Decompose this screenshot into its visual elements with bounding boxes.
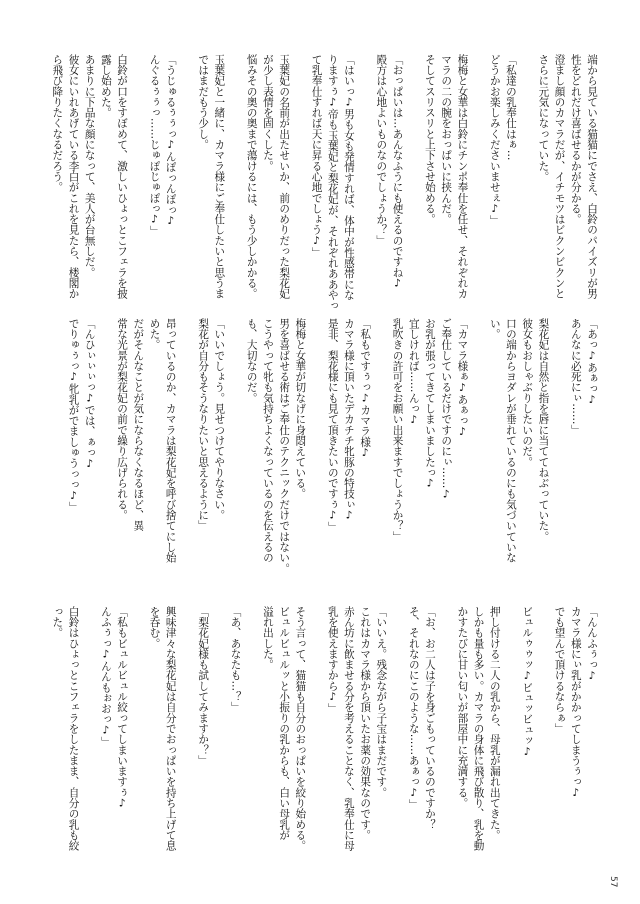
paragraph-gap — [357, 54, 373, 276]
paragraph-gap — [406, 54, 422, 276]
text-line: そ、それなのにこのような……あぁっ♪」 — [407, 606, 420, 810]
paragraph-gap — [244, 606, 260, 846]
text-line: しかも量も多い。カマラの身体に飛び散り、乳を動 — [472, 606, 485, 851]
text-line: これはカマラ様から頂いたお薬の効果なのです。 — [359, 606, 372, 841]
text-line: ビュルビュルッと小振りの乳からも、白い母乳が — [278, 606, 291, 841]
text-line: 「私達の乳奉仕はぁ… — [504, 54, 517, 161]
paragraph-gap — [82, 606, 98, 846]
page-number: 57 — [608, 876, 618, 888]
text-line: 「いいでしょう。見せつけてやりなさい。 — [213, 318, 226, 521]
text-line: ご奉仕しているだけですのにぃ……♪ — [440, 318, 453, 501]
text-line: 常な光景が梨花妃の前で繰り広げられる。 — [116, 318, 129, 521]
text-line: 「いいえ。残念ながら子宝はまだです。 — [375, 606, 388, 798]
paragraph-gap — [308, 318, 324, 564]
text-line: お乳が張ってきてしまいましたっ♪ — [423, 318, 436, 490]
text-line: 「んんふぅっ♪ — [586, 606, 598, 682]
text-line: 悩みその奥の奥まで蕩けるには、もう少しかかる。 — [245, 54, 258, 299]
paragraph-gap — [308, 606, 324, 846]
paragraph-gap — [98, 318, 114, 564]
text-band-top — [51, 54, 600, 311]
text-line: あんなに必死にぃ……」 — [569, 318, 582, 436]
paragraph-gap — [373, 318, 389, 564]
text-line: でも望んで頂けるならぁ」 — [553, 606, 566, 734]
text-line: ではまだもう少し。 — [197, 54, 210, 150]
text-band-bottom — [51, 606, 600, 851]
text-line: んふぅっ♪んんもぉおっ♪」 — [99, 606, 112, 748]
paragraph-gap — [503, 606, 519, 846]
text-line: 「はいっ♪男も女も発情すれば、体中が性感帯にな — [342, 54, 355, 301]
text-line: 「私もですぅっ♪カマラ様♪ — [359, 318, 372, 460]
text-line: どうかお楽しみくださいませぇ♪」 — [488, 54, 501, 226]
text-line: 押し付ける二人の乳から、母乳が漏れ出てきた。 — [488, 606, 501, 841]
text-line: カマラ様にぃ乳がかかってしまうぅっ♪ — [569, 606, 582, 800]
text-line: 「カマラ様ぁ♪あぁっ♪ — [456, 318, 469, 438]
paragraph-gap — [179, 606, 195, 846]
paragraph-gap — [470, 318, 486, 564]
text-line: 乳を使えますから♪」 — [326, 606, 339, 714]
text-line: 「お、お二人は子を身ごもっているのですか？ — [423, 606, 436, 830]
paragraph-gap — [438, 606, 454, 846]
text-line: 露し始めた。 — [99, 54, 112, 118]
text-line: 梨花妃は自然と指を唇に当ててねぶっていた。 — [537, 318, 550, 542]
text-line: 「あっ♪あぁっ♪ — [586, 318, 598, 406]
text-line: い。 — [488, 318, 501, 340]
text-line: 彼女にいれあげている李白がこれを見たら、楼閣か — [67, 54, 80, 299]
text-line: った。 — [51, 606, 64, 638]
text-line: 溢れ出した。 — [261, 606, 274, 670]
text-line: 白鈴はひょっとこフェラをしたまま、自分の乳も絞 — [67, 606, 80, 851]
text-line: 宜しければ……んっ♪ — [407, 318, 420, 426]
paragraph-gap — [470, 54, 486, 276]
text-line: 玉葉妃と一緒に、カマラ様にご奉仕したいと思うま — [213, 54, 226, 299]
text-line: かすたびに甘い匂いが部屋中に充満する。 — [456, 606, 469, 809]
text-line: ら飛び降りたくなるだろう。 — [51, 54, 64, 193]
text-line: 梨花が自分もそうなりたいと思えるように」 — [197, 318, 210, 531]
text-line: そう言って、猫猫も自分のおっぱいを絞り始める。 — [294, 606, 307, 851]
text-line: んぐるぅぅっ……じゅぽじゅぽっ♪」 — [148, 54, 161, 237]
text-line: 白鈴が口をすぼめて、激しいひょっとこフェラを披 — [116, 54, 129, 299]
paragraph-gap — [211, 606, 227, 846]
text-line: 端から見ている猫猫にでさえ、白鈴のパイズリが男 — [586, 54, 598, 299]
text-line: 口の端からヨダレが垂れているのにも気づいていな — [504, 318, 517, 563]
paragraph-gap — [519, 54, 535, 276]
paragraph-gap — [227, 54, 243, 276]
text-line: 昂っているのか、カマラは梨花妃を呼び捨てにし始 — [164, 318, 177, 563]
paragraph-gap — [227, 318, 243, 564]
text-line: 性をどれだけ喜ばせるかが分かる。 — [569, 54, 582, 225]
text-line: 是非、梨花様にも見て頂きたいのですぅ♪」 — [326, 318, 339, 533]
text-line: カマラ様に頂いたデカチチ牝豚の特技ぃ♪ — [342, 318, 355, 522]
text-line: りますぅ♪帝も玉葉妃と梨花妃が、それぞれああやっ — [326, 54, 339, 311]
text-line: 「あ、あなたも…？」 — [229, 606, 242, 713]
paragraph-gap — [389, 606, 405, 846]
paragraph-gap — [130, 606, 146, 846]
text-line: マラの二の腕をおっぱいに挟んだ。 — [440, 54, 453, 225]
paragraph-gap — [179, 54, 195, 276]
text-line: 「梨花妃様も試してみますか？」 — [197, 606, 210, 766]
text-line: も、大切なのだ。 — [245, 318, 258, 404]
text-line: 梅梅と女華が切なげに身悶えている。 — [294, 318, 307, 500]
text-band-middle — [67, 318, 600, 574]
text-line: 梅梅と女華は白鈴にチンポ奉仕を任せ、それぞれカ — [456, 54, 469, 299]
text-line: が少し表情を固くした。 — [261, 54, 274, 172]
text-line: 乳吹きの許可をお願い出来ますでしょうか？」 — [391, 318, 404, 542]
text-line: 「んひぃぃぃっ♪では、ぁっ♪ — [83, 318, 96, 470]
text-line: でりゅぅっ♪牝乳がでましゅうっっ♪」 — [67, 318, 80, 513]
text-line: 「おっぱいは…あんなふうにも使えるのですね♪ — [391, 54, 404, 290]
paragraph-gap — [130, 54, 146, 276]
paragraph-gap — [179, 318, 195, 564]
text-line: あまりに下品な顔になって、美人が台無しだ。 — [83, 54, 96, 278]
text-line: 赤ん坊に飲ませる分を考えることなく、乳奉仕に母 — [342, 606, 355, 851]
text-line: 玉葉妃の名前が出たせいか、前のめりだった梨花妃 — [278, 54, 291, 299]
text-line: を呑む。 — [148, 606, 161, 649]
paragraph-gap — [551, 318, 567, 564]
text-line: 彼女もおしゃぶりしたいのだ。 — [521, 318, 534, 468]
text-line: 「私もビュルビュル絞ってしまいますぅ♪ — [116, 606, 129, 810]
text-line: て乳奉仕すれば天に昇る心地でしょう♪」 — [310, 54, 323, 258]
text-line: 「うじゅるぅぅっ♪んぽっんぽっ♪ — [164, 54, 177, 228]
text-line: こうやって牝も気持ちよくなっているのを伝えるの — [261, 318, 274, 563]
text-line: 殿方は心地よいものなのでしょうか？」 — [375, 54, 388, 246]
text-line: めた。 — [148, 318, 161, 350]
text-line: だがそんなことが気にならなくなるほど、異 — [132, 318, 145, 531]
text-line: ビュルゥゥッ♪ビュッビュッ♪ — [521, 606, 534, 758]
text-line: 興味津々な梨花妃は自分でおっぱいを持ち上げて息 — [164, 606, 177, 851]
text-line: 男を喜ばせる術はご奉仕のテクニックだけではない。 — [278, 318, 291, 574]
text-line: さらに元気になっていた。 — [537, 54, 550, 182]
text-line: そしてスリスリと上下させ始める。 — [423, 54, 436, 225]
text-line: 澄まし顔のカマラだが、イチモツはビクンビクンと — [553, 54, 566, 299]
paragraph-gap — [292, 54, 308, 276]
paragraph-gap — [535, 606, 551, 846]
